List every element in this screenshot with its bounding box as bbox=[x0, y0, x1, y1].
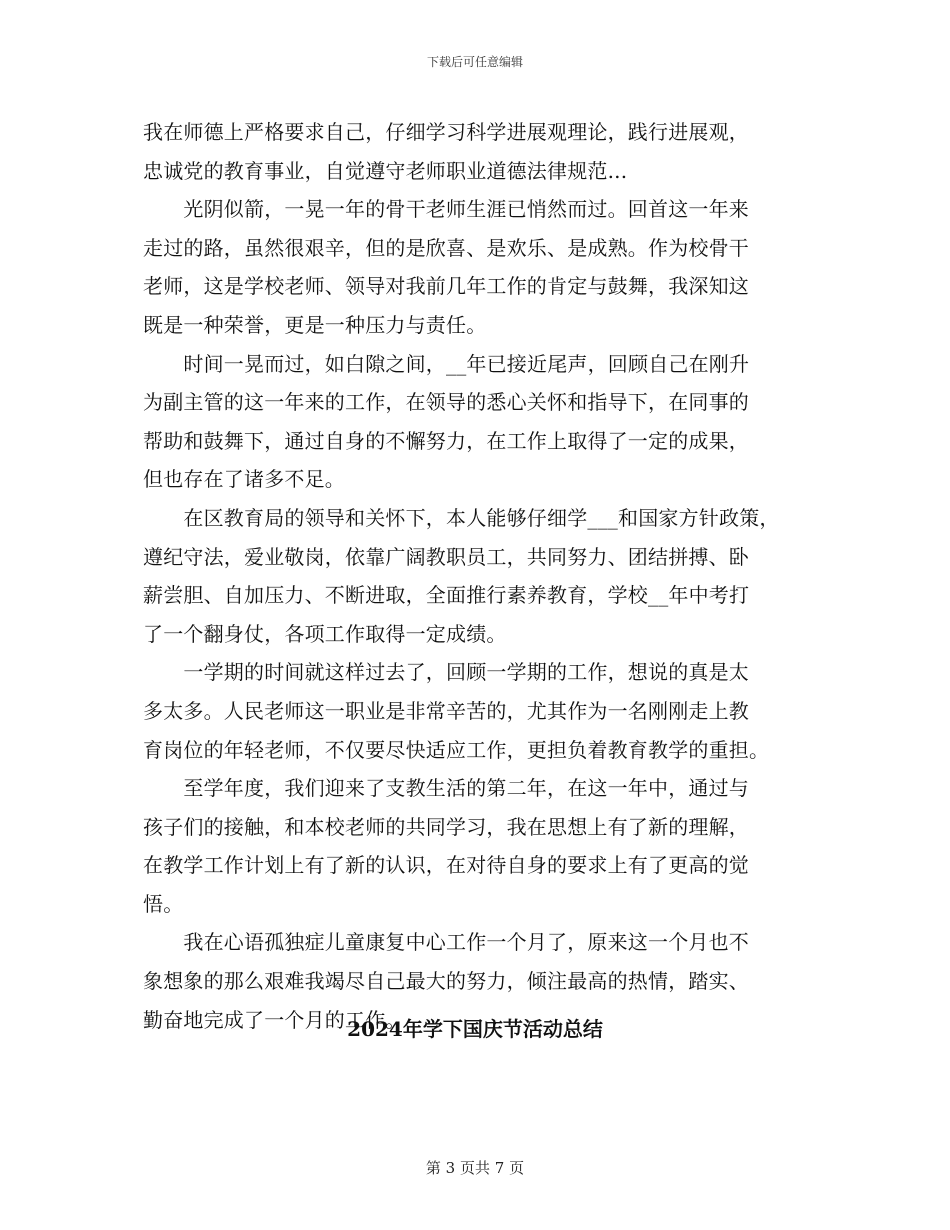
paragraph-7: 我在心语孤独症儿童康复中心工作一个月了，原来这一个月也不 象想象的那么艰难我竭尽自己最大的努力，倾注最高的热情，踏实、 勤奋地完成了一个月的工作。 bbox=[143, 930, 749, 1032]
download-edit-note: 下载后可任意编辑 bbox=[426, 55, 523, 69]
paragraph-3: 时间一晃而过，如白隙之间，__年已接近尾声，回顾自己在刚升 为副主管的这一年来的工作，在领导的悉心关怀和指导下，在同事的 帮助和鼓舞下，通过自身的不懈努力，在工作上取得了一定的成果， 但也存在了诸多不足。 bbox=[143, 351, 750, 492]
section-heading: 2024年学下国庆节活动总结 bbox=[347, 1017, 603, 1041]
paragraph-4: 在区教育局的领导和关怀下，本人能够仔细学___和国家方针政策， 遵纪守法，爱业敬岗，依靠广阔教职员工，共同努力、团结拼搏、卧 薪尝胆、自加压力、不断进取，全面推行素养教育，学校__年中考打 了一个翻身仗，各项工作取得一定成绩。 bbox=[143, 505, 780, 646]
paragraph-6: 至学年度，我们迎来了支教生活的第二年，在这一年中，通过与 孩子们的接触，和本校老师的共同学习，我在思想上有了新的理解， 在教学工作计划上有了新的认识，在对待自身的要求上有了更高的觉 悟。 bbox=[143, 776, 749, 916]
paragraph-1: 我在师德上严格要求自己，仔细学习科学进展观理论，践行进展观， 忠诚党的教育事业，自觉遵守老师职业道德法律规范... bbox=[143, 120, 749, 183]
paragraph-2: 光阴似箭，一晃一年的骨干老师生涯已悄然而过。回首这一年来 走过的路，虽然很艰辛，但的是欣喜、是欢乐、是成熟。作为校骨干 老师，这是学校老师、领导对我前几年工作的肯定与鼓舞，我深知这 既是一种荣誉，更是一种压力与责任。 bbox=[143, 197, 749, 337]
page-number: 第 3 页共 7 页 bbox=[425, 1159, 525, 1177]
paragraph-5: 一学期的时间就这样过去了，回顾一学期的工作，想说的真是太 多太多。人民老师这一职业是非常辛苦的，尤其作为一名刚刚走上教 育岗位的年轻老师，不仅要尽快适应工作，更担负着教育教学的重担。 bbox=[143, 660, 770, 762]
document-body bbox=[143, 113, 833, 1039]
